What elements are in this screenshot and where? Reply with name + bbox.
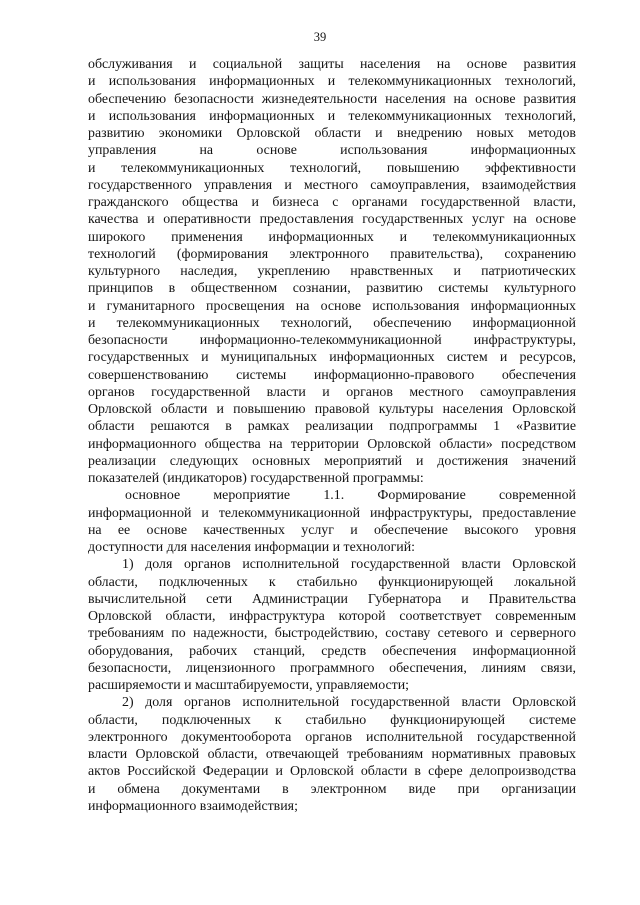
paragraph-intro: [88, 56, 576, 487]
page-number: 39: [313, 30, 327, 44]
text-line: государственных и муниципальных информационных систем и ресурсов,: [88, 350, 576, 366]
text-line: 1) доля органов исполнительной государственной власти Орловской: [122, 557, 576, 573]
text-line: оборудования, рабочих станций, средств обеспечения информационной: [88, 643, 576, 659]
text-line: технологий (формирования электронного правительства), сохранению: [88, 246, 576, 262]
text-line: управления на основе использования информационных: [88, 143, 576, 159]
text-line: безопасности информационно-телекоммуникационной инфраструктуры,: [88, 333, 576, 348]
text-line: информационной и телекоммуникационной инфраструктуры, предоставление: [88, 505, 576, 521]
text-line: 2) доля органов исполнительной государственной власти Орловской: [122, 695, 576, 711]
text-line: информационного общества на территории Орловской области» посредством: [88, 436, 576, 452]
document-body: [88, 56, 576, 815]
text-line: обеспечению безопасности жизнедеятельности населения на основе развития: [88, 91, 576, 107]
text-line: власти Орловской области, отвечающей требованиям нормативных правовых: [88, 747, 576, 762]
text-line: области, подключенных к стабильно функционирующей локальной: [88, 574, 576, 590]
text-line: вычислительной сети Администрации Губернатора и Правительства: [88, 591, 576, 607]
text-line: расширяемости и масштабируемости, управляемости;: [88, 678, 410, 693]
text-line: развитию экономики Орловской области и внедрению новых методов: [88, 126, 576, 141]
text-line: принципов в общественном сознании, развитию системы культурного: [88, 281, 576, 297]
text-line: и телекоммуникационных технологий, обеспечению информационной: [88, 315, 576, 331]
text-line: Орловской области, инфраструктура которой соответствует современным: [88, 609, 576, 624]
text-line: совершенствованию системы информационно-правового обеспечения: [88, 367, 576, 383]
text-line: области, подключенных к стабильно функционирующей системе: [88, 712, 576, 728]
text-line: на ее основе качественных услуг и обеспечение высокого уровня: [88, 522, 576, 538]
text-line: качества и оперативности предоставления государственных услуг на основе: [88, 212, 576, 228]
text-line: основное мероприятие 1.1. Формирование современной: [125, 488, 576, 504]
text-line: актов Российской Федерации и Орловской области в сфере делопроизводства: [88, 764, 576, 780]
text-line: и обмена документами в электронном виде при организации: [88, 781, 576, 797]
text-line: требованиям по надежности, быстродействию, составу сетевого и серверного: [88, 626, 576, 642]
text-line: показателей (индикаторов) государственной программы:: [88, 471, 424, 486]
text-line: реализации следующих основных мероприятий и достижения значений: [88, 453, 576, 469]
text-line: обслуживания и социальной защиты населения на основе развития: [88, 57, 576, 72]
list-item: [88, 694, 576, 815]
text-line: и гуманитарного просвещения на основе использования информационных: [88, 298, 576, 314]
paragraph-main-activity: [88, 487, 576, 556]
text-line: области решаются в рамках реализации подпрограммы 1 «Развитие: [88, 419, 576, 435]
list-item: [88, 556, 576, 694]
text-line: гражданского общества и бизнеса с органами государственной власти,: [88, 195, 576, 210]
text-line: и использования информационных и телекоммуникационных технологий,: [88, 108, 576, 124]
text-line: и телекоммуникационных технологий, повышению эффективности: [88, 160, 576, 176]
text-line: доступности для населения информации и технологий:: [88, 540, 416, 555]
text-line: электронного документооборота органов исполнительной государственной: [88, 729, 576, 745]
text-line: информационного взаимодействия;: [88, 798, 298, 814]
text-line: культурного наследия, укреплению нравственных и патриотических: [88, 264, 576, 279]
text-line: органов государственной власти и органов местного самоуправления: [88, 384, 576, 400]
text-line: Орловской области и повышению правовой культуры населения Орловской: [88, 402, 576, 417]
text-line: государственного управления и местного самоуправления, взаимодействия: [88, 177, 576, 193]
text-line: безопасности, лицензионного программного обеспечения, линиям связи,: [88, 660, 576, 676]
text-line: широкого применения информационных и телекоммуникационных: [88, 229, 576, 245]
text-line: и использования информационных и телекоммуникационных технологий,: [88, 74, 576, 90]
